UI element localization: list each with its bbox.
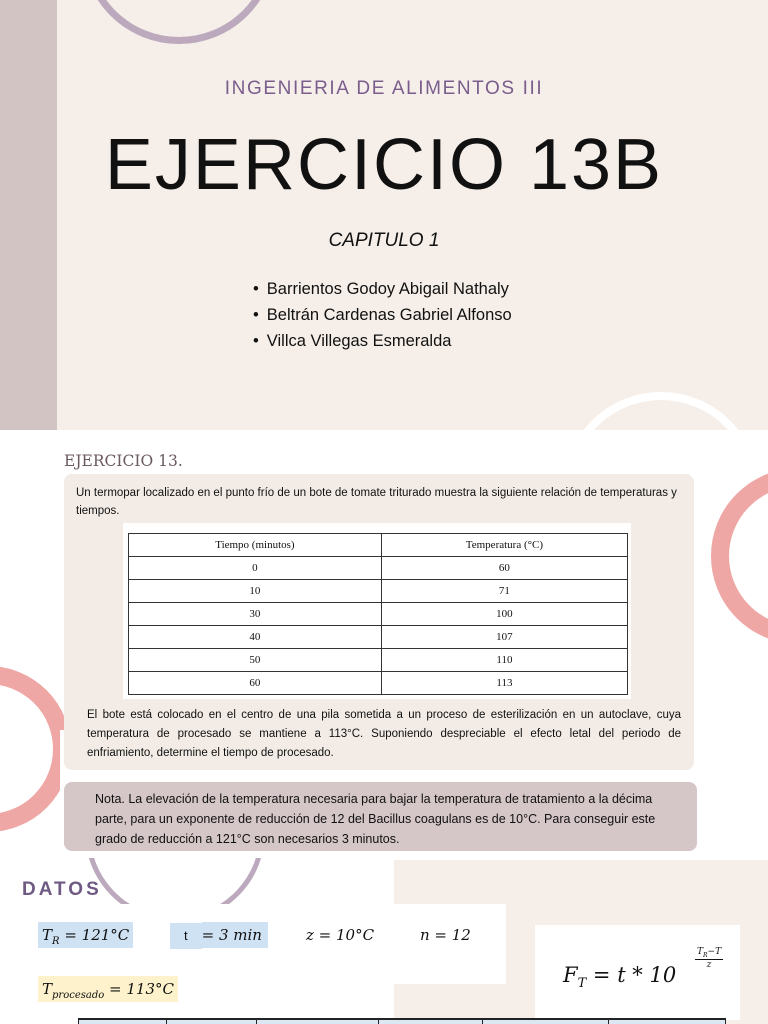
time-temperature-table (128, 533, 628, 695)
author-list (253, 276, 512, 354)
author-item: • Villca Villegas Esmeralda (253, 328, 512, 354)
problem-intro: Un termopar localizado en el punto frío de un bote de tomate triturado muestra la siguiente relación de temperaturas y tiempos. (76, 487, 677, 517)
cover-slide (0, 0, 768, 430)
table-row (129, 603, 628, 626)
lethality-formula (535, 925, 740, 1020)
exercise-heading: EJERCICIO 13. (64, 452, 183, 470)
cell-time: 60 (129, 672, 382, 695)
cell-time: 30 (129, 603, 382, 626)
cell-time: 0 (129, 557, 382, 580)
data-table-container (123, 523, 631, 699)
exponent-numerator: $T_R-T$ (697, 947, 722, 959)
decorative-ring-top (82, 0, 276, 44)
chapter-label: CAPITULO 1 (328, 230, 440, 251)
datum-n: n = 12 (420, 926, 471, 944)
cell-temperature: 113 (381, 672, 627, 695)
cell-time: 10 (129, 580, 382, 603)
column-header-temperature: Temperatura (°C) (381, 534, 627, 557)
exponent-denominator: z (706, 959, 712, 970)
cell-temperature: 100 (381, 603, 627, 626)
cell-temperature: 60 (381, 557, 627, 580)
results-table-top-edge (78, 1018, 726, 1024)
decorative-ring-pink-right (711, 468, 768, 644)
table-row (129, 580, 628, 603)
datum-tr: $T_R = 121^\circ C$ (38, 922, 133, 948)
formula-exponent (695, 947, 723, 970)
left-accent-bar (0, 0, 57, 430)
table-row (129, 626, 628, 649)
note-text: Nota. La elevación de la temperatura necesaria para bajar la temperatura de tratamiento a la décima parte, para un exponente de reducción de 12 del Bacillus coagulans es de 10°C. Para conseguir este grado de reducción a 121°C son necesarios 3 minutos. (95, 792, 656, 846)
cell-temperature: 110 (381, 649, 627, 672)
table-row (129, 672, 628, 695)
table-row (129, 649, 628, 672)
author-item: • Beltrán Cardenas Gabriel Alfonso (253, 302, 512, 328)
datum-t: t= 3 min (170, 922, 268, 948)
datum-t-procesado: $T_{procesado} = 113^\circ C$ (38, 976, 178, 1002)
table-row (129, 557, 628, 580)
cell-temperature: 71 (381, 580, 627, 603)
problem-statement: El bote está colocado en el centro de una pila sometida a un proceso de esterilización en un autoclave, cuya temperatura de procesado se mantiene a 113°C. Suponiendo despreciable el efecto letal del periodo de enfriamiento, determine el tiempo de procesado. (87, 709, 681, 759)
column-header-time: Tiempo (minutos) (129, 534, 382, 557)
course-title: INGENIERIA DE ALIMENTOS III (224, 78, 544, 99)
cell-time: 40 (129, 626, 382, 649)
cell-time: 50 (129, 649, 382, 672)
table-header-row (129, 534, 628, 557)
decorative-ring-white (563, 392, 759, 430)
formula-main: $F_T = t * 10$ (563, 963, 677, 992)
cell-temperature: 107 (381, 626, 627, 649)
datum-z: z = 10°C (306, 926, 375, 944)
author-item: • Barrientos Godoy Abigail Nathaly (253, 276, 512, 302)
exercise-slide (0, 430, 768, 1024)
page-title: EJERCICIO 13B (104, 125, 664, 205)
datos-heading: DATOS (22, 879, 102, 900)
